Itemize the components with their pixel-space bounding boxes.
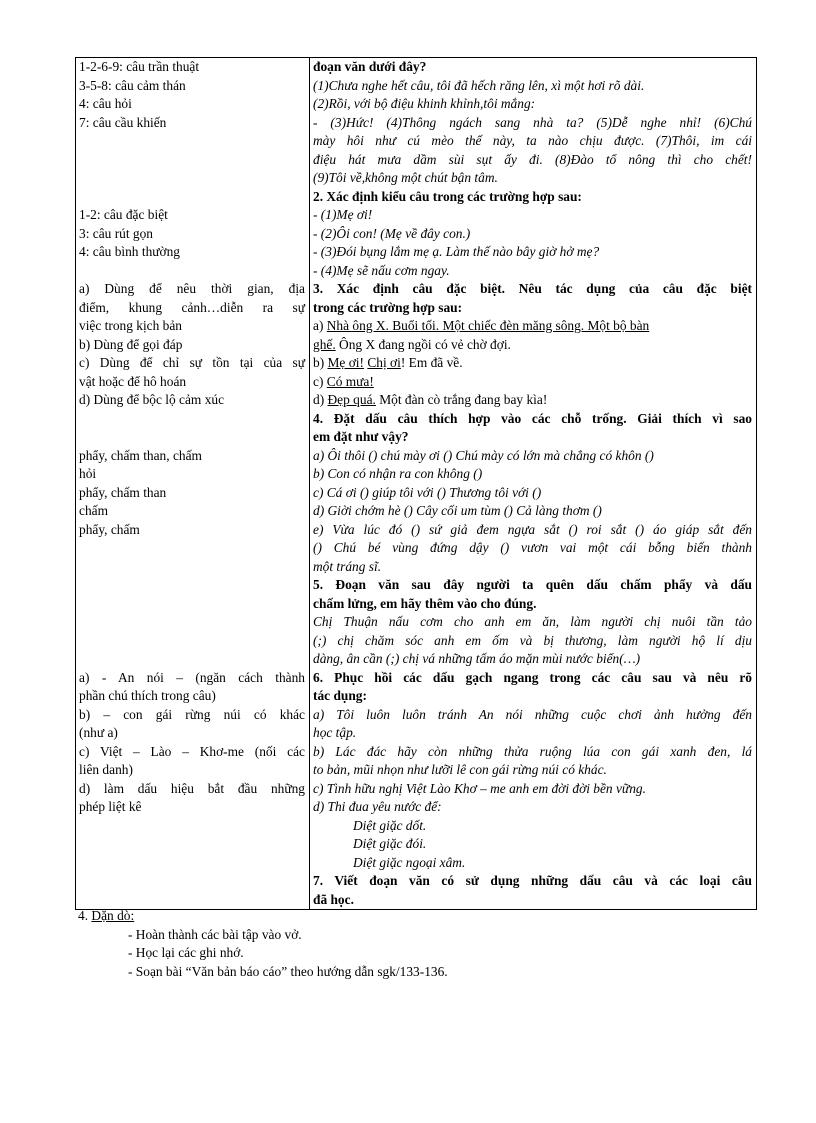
exercise-4-title: 4. Đặt dấu câu thích hợp vào các chỗ trống. Giải thích vì sao	[313, 410, 752, 426]
item-text: Ông X đang ngồi có vẻ chờ đợi.	[339, 336, 511, 352]
exercise-item: b) Con có nhận ra con không ()	[313, 466, 483, 481]
exercise-5-title: 5. Đoạn văn sau đây người ta quên dấu chấm phẩy và dấu	[313, 577, 752, 592]
passage-line: (2)Rồi, với bộ điệu khinh khỉnh,tôi mắng:	[313, 96, 536, 111]
answers-column	[76, 58, 310, 910]
slogan-line: Diệt giặc dốt.	[353, 817, 427, 833]
special-sentence: Nhà ông X. Buổi tối. Một chiếc đèn măng sông. Một bộ bàn	[326, 318, 650, 333]
exercise-intro: đoạn văn dưới đây?	[313, 59, 427, 74]
answer-line: d) làm dấu hiệu bắt đầu những	[79, 780, 305, 796]
answer-line: điểm, khung cảnh…diễn ra sự	[79, 299, 305, 315]
exercise-4-title: em đặt như vậy?	[313, 429, 409, 444]
answer-line: 3-5-8: câu cảm thán	[79, 77, 186, 93]
exercise-item: a) Ôi thôi () chú mày ơi () Chú mày có lớn mà chẳng có khôn ()	[313, 447, 654, 463]
section-title: Dặn dò:	[91, 908, 135, 923]
exercise-item: c) Tình hữu nghị Việt Lào Khơ – me anh em đời đời bền vững.	[313, 780, 646, 796]
exercise-7-title: 7. Viết đoạn văn có sử dụng những dấu câu và các loại câu	[313, 873, 752, 888]
exercise-item	[313, 391, 752, 410]
special-sentence: Có mưa!	[326, 373, 374, 389]
exercise-item: một tráng sĩ.	[313, 558, 382, 574]
homework-item: - Hoàn thành các bài tập vào vở.	[128, 926, 302, 942]
exercise-item: b) Lác đác hãy còn những thửa ruộng lúa con gái xanh đen, lá	[313, 743, 752, 759]
exercise-item: - (1)Mẹ ơi!	[313, 207, 373, 222]
answer-line: 7: câu cầu khiến	[79, 114, 167, 130]
answer-line: a) - An nói – (ngăn cách thành	[79, 669, 305, 685]
passage-line: điệu hát mưa dầm sùi sụt ấy đi. (8)Đào tổ nông thì cho chết!	[313, 151, 752, 167]
special-sentence: Chị ơi	[367, 355, 401, 370]
answer-line: 3: câu rút gọn	[79, 225, 154, 241]
passage-line: mày hôi như cú mèo thế này, ta nào chịu được. (7)Thôi, im cái	[313, 133, 752, 148]
answer-line: hỏi	[79, 466, 97, 481]
exercise-item: d) Thi đua yêu nước để:	[313, 799, 442, 814]
exercise-5-title: chấm lửng, em hãy thêm vào cho đúng.	[313, 595, 537, 611]
exercise-item: to bản, mũi nhọn như lưỡi lê con gái rừng núi có khác.	[313, 762, 607, 777]
item-prefix: c)	[313, 373, 324, 389]
exercise-item: - (4)Mẹ sẽ nấu cơm ngay.	[313, 262, 450, 278]
exercise-3-title: 3. Xác định câu đặc biệt. Nêu tác dụng của câu đặc biệt	[313, 281, 752, 296]
passage-line: (;) chị chăm sóc anh em ốm và bị thương, làm người hộ lí dịu	[313, 632, 752, 648]
answer-line: phẩy, chấm than	[79, 484, 167, 500]
exercises-column	[310, 58, 757, 910]
passage-line: - (3)Hức! (4)Thông ngách sang nhà ta? (5)Dễ nghe nhỉ! (6)Chú	[313, 114, 752, 130]
exercise-2-title: 2. Xác định kiểu câu trong các trường hợp sau:	[313, 188, 582, 204]
answer-line: vật hoặc để hô hoán	[79, 373, 187, 389]
special-sentence: Mẹ ơi!	[327, 355, 364, 370]
passage-line: (9)Tôi về,không một chút bận tâm.	[313, 170, 498, 185]
exercise-7-title: đã học.	[313, 891, 354, 907]
homework-section	[78, 907, 758, 981]
special-sentence: Đẹp quá.	[327, 392, 376, 407]
slogan-line: Diệt giặc đói.	[353, 836, 427, 851]
exercise-item: e) Vừa lúc đó () sứ giả đem ngựa sắt () roi sắt () áo giáp sắt đến	[313, 521, 752, 537]
item-text: Một đàn cò trắng đang bay kìa!	[379, 392, 548, 407]
answer-line: c) Việt – Lào – Khơ-me (nối các	[79, 743, 305, 759]
exercise-item: học tập.	[313, 725, 357, 740]
item-prefix: d)	[313, 392, 325, 407]
exercise-6-title: 6. Phục hồi các dấu gạch ngang trong các câu sau và nêu rõ	[313, 669, 752, 685]
answer-line: 4: câu bình thường	[79, 244, 180, 259]
answer-line: phần chú thích trong câu)	[79, 688, 216, 703]
exercise-item: - (3)Đói bụng lắm mẹ ạ. Làm thế nào bây giờ hở mẹ?	[313, 244, 600, 259]
answer-line: phẩy, chấm	[79, 521, 140, 537]
exercise-item	[313, 373, 752, 392]
item-prefix: a)	[313, 318, 324, 333]
exercise-item	[313, 354, 752, 373]
answer-line: phẩy, chấm than, chấm	[79, 447, 202, 463]
answer-line: b) – con gái rừng núi có khác	[79, 706, 305, 722]
exercise-item: - (2)Ôi con! (Mẹ về đây con.)	[313, 225, 471, 241]
answer-line: 4: câu hỏi	[79, 96, 132, 111]
exercise-item: d) Giời chớm hè () Cây cối um tùm () Cả làng thơm ()	[313, 503, 602, 518]
answer-line: (như a)	[79, 725, 118, 740]
answer-line: b) Dùng để gọi đáp	[79, 336, 183, 352]
answer-line: phép liệt kê	[79, 799, 142, 814]
homework-heading	[78, 907, 758, 926]
passage-line: dàng, ân cần (;) chị vá những tấm áo mặn mùi nước biển(…)	[313, 651, 641, 666]
exercise-6-title: tác dụng:	[313, 688, 367, 703]
item-prefix: b)	[313, 355, 325, 370]
homework-item: - Soạn bài “Văn bản báo cáo” theo hướng dẫn sgk/133-136.	[128, 963, 448, 979]
passage-line: Chị Thuận nấu cơm cho anh em ăn, làm người chị nuôi tần tảo	[313, 614, 752, 629]
answer-line: a) Dùng để nêu thời gian, địa	[79, 281, 305, 296]
exercise-item: c) Cá ơi () giúp tôi với () Thương tôi với ()	[313, 484, 542, 500]
exercise-item	[313, 336, 752, 355]
answer-line: 1-2-6-9: câu trần thuật	[79, 59, 200, 74]
exercise-item: a) Tôi luôn luôn tránh An nói những cuộc chơi ảnh hưởng đến	[313, 706, 752, 722]
answer-line: chấm	[79, 503, 108, 518]
exercise-item	[313, 317, 752, 336]
exercise-item: () Chú bé vùng đứng dậy () vươn vai một cái bỗng biến thành	[313, 540, 752, 555]
special-sentence: ghế.	[313, 336, 336, 352]
exercise-3-title: trong các trường hợp sau:	[313, 299, 463, 315]
item-text: ! Em đã về.	[400, 355, 463, 370]
answer-line: c) Dùng để chỉ sự tồn tại của sự	[79, 355, 305, 370]
answer-line: 1-2: câu đặc biệt	[79, 207, 168, 222]
answer-line: d) Dùng để bộc lộ cảm xúc	[79, 392, 225, 407]
homework-item: - Học lại các ghi nhớ.	[128, 945, 244, 960]
answer-line: việc trong kịch bản	[79, 318, 182, 333]
passage-line: (1)Chưa nghe hết câu, tôi đã hếch răng lên, xì một hơi rõ dài.	[313, 77, 645, 93]
slogan-line: Diệt giặc ngoại xâm.	[353, 854, 466, 870]
section-number: 4.	[78, 908, 89, 923]
lesson-table	[75, 57, 757, 910]
answer-line: liên danh)	[79, 762, 133, 777]
